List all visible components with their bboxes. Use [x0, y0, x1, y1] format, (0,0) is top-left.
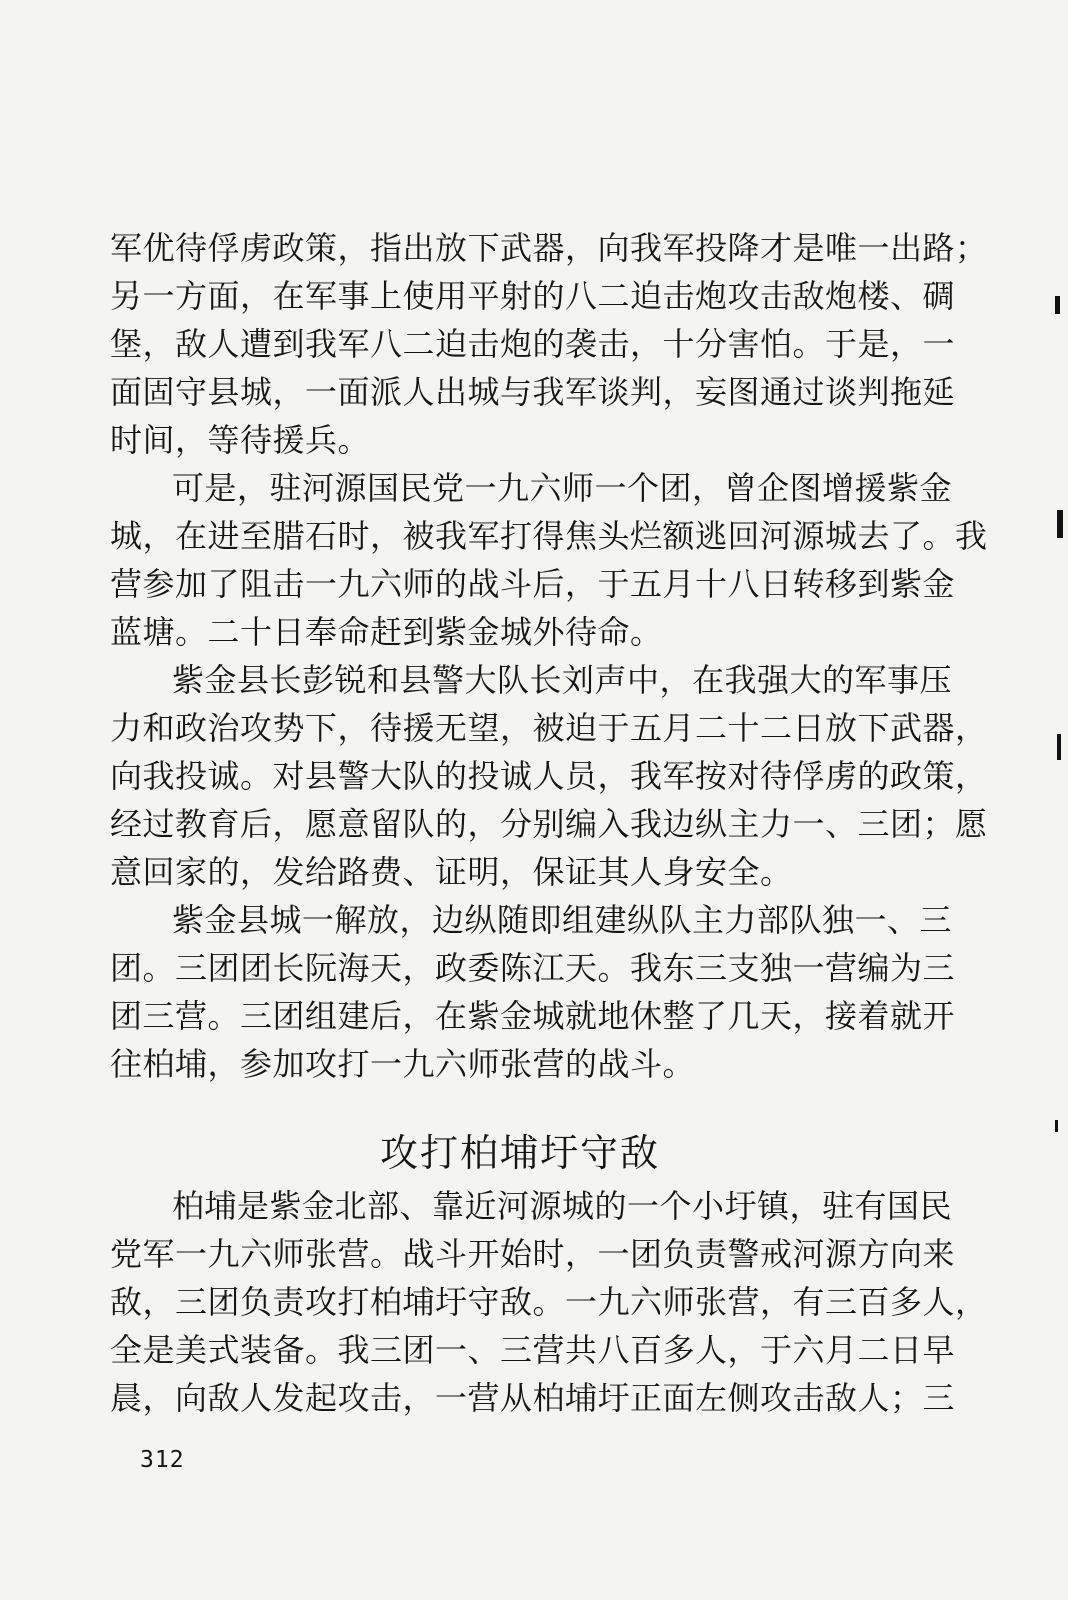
paragraph-4: [110, 896, 956, 1088]
text-line: 力和政治攻势下，待援无望，被迫于五月二十二日放下武器，: [110, 709, 988, 747]
text-line: 时间，等待援兵。: [110, 421, 371, 459]
paragraph-3: [110, 656, 988, 896]
text-line: 营参加了阻击一九六师的战斗后，于五月十八日转移到紫金: [110, 565, 956, 603]
text-line: 另一方面，在军事上使用平射的八二迫击炮攻击敌炮楼、碉: [110, 277, 956, 315]
text-line: 往柏埔，参加攻打一九六师张营的战斗。: [110, 1045, 696, 1083]
text-line: 团三营。三团组建后，在紫金城就地休整了几天，接着就开: [110, 997, 956, 1035]
section-heading: 攻打柏埔圩守敌: [380, 1131, 661, 1175]
text-line: 柏埔是紫金北部、靠近河源城的一个小圩镇，驻有国民: [172, 1187, 953, 1225]
text-line: 军优待俘虏政策，指出放下武器，向我军投降才是唯一出路；: [110, 229, 988, 267]
text-line: 党军一九六师张营。战斗开始时，一团负责警戒河源方向来: [110, 1235, 956, 1273]
scan-edge-mark: [1055, 296, 1060, 314]
paragraph-2: [110, 464, 988, 656]
text-line: 紫金县长彭锐和县警大队长刘声中，在我强大的军事压: [172, 661, 953, 699]
scan-edge-mark: [1057, 734, 1061, 760]
text-line: 城，在进至腊石时，被我军打得焦头烂额逃回河源城去了。我: [110, 517, 988, 555]
text-line: 可是，驻河源国民党一九六师一个团，曾企图增援紫金: [172, 469, 953, 507]
text-line: 堡，敌人遭到我军八二迫击炮的袭击，十分害怕。于是，一: [110, 325, 956, 363]
text-line: 晨，向敌人发起攻击，一营从柏埔圩正面左侧攻击敌人；三: [110, 1379, 956, 1417]
text-line: 面固守县城，一面派人出城与我军谈判，妄图通过谈判拖延: [110, 373, 956, 411]
text-line: 团。三团团长阮海天，政委陈江天。我东三支独一营编为三: [110, 949, 956, 987]
body-text: [110, 224, 988, 1088]
text-line: 意回家的，发给路费、证明，保证其人身安全。: [110, 853, 793, 891]
text-line: 紫金县城一解放，边纵随即组建纵队主力部队独一、三: [172, 901, 953, 939]
scan-edge-mark: [1057, 510, 1063, 538]
text-line: 蓝塘。二十日奉命赶到紫金城外待命。: [110, 613, 663, 651]
paragraph-1: [110, 224, 988, 464]
scan-edge-mark: [1055, 1120, 1058, 1132]
text-line: 经过教育后，愿意留队的，分别编入我边纵主力一、三团；愿: [110, 805, 988, 843]
section-paragraph: [110, 1182, 988, 1422]
text-line: 全是美式装备。我三团一、三营共八百多人，于六月二日早: [110, 1331, 956, 1369]
text-line: 向我投诚。对县警大队的投诚人员，我军按对待俘虏的政策，: [110, 757, 988, 795]
page-number: 312: [140, 1447, 185, 1473]
text-line: 敌，三团负责攻打柏埔圩守敌。一九六师张营，有三百多人，: [110, 1283, 988, 1321]
